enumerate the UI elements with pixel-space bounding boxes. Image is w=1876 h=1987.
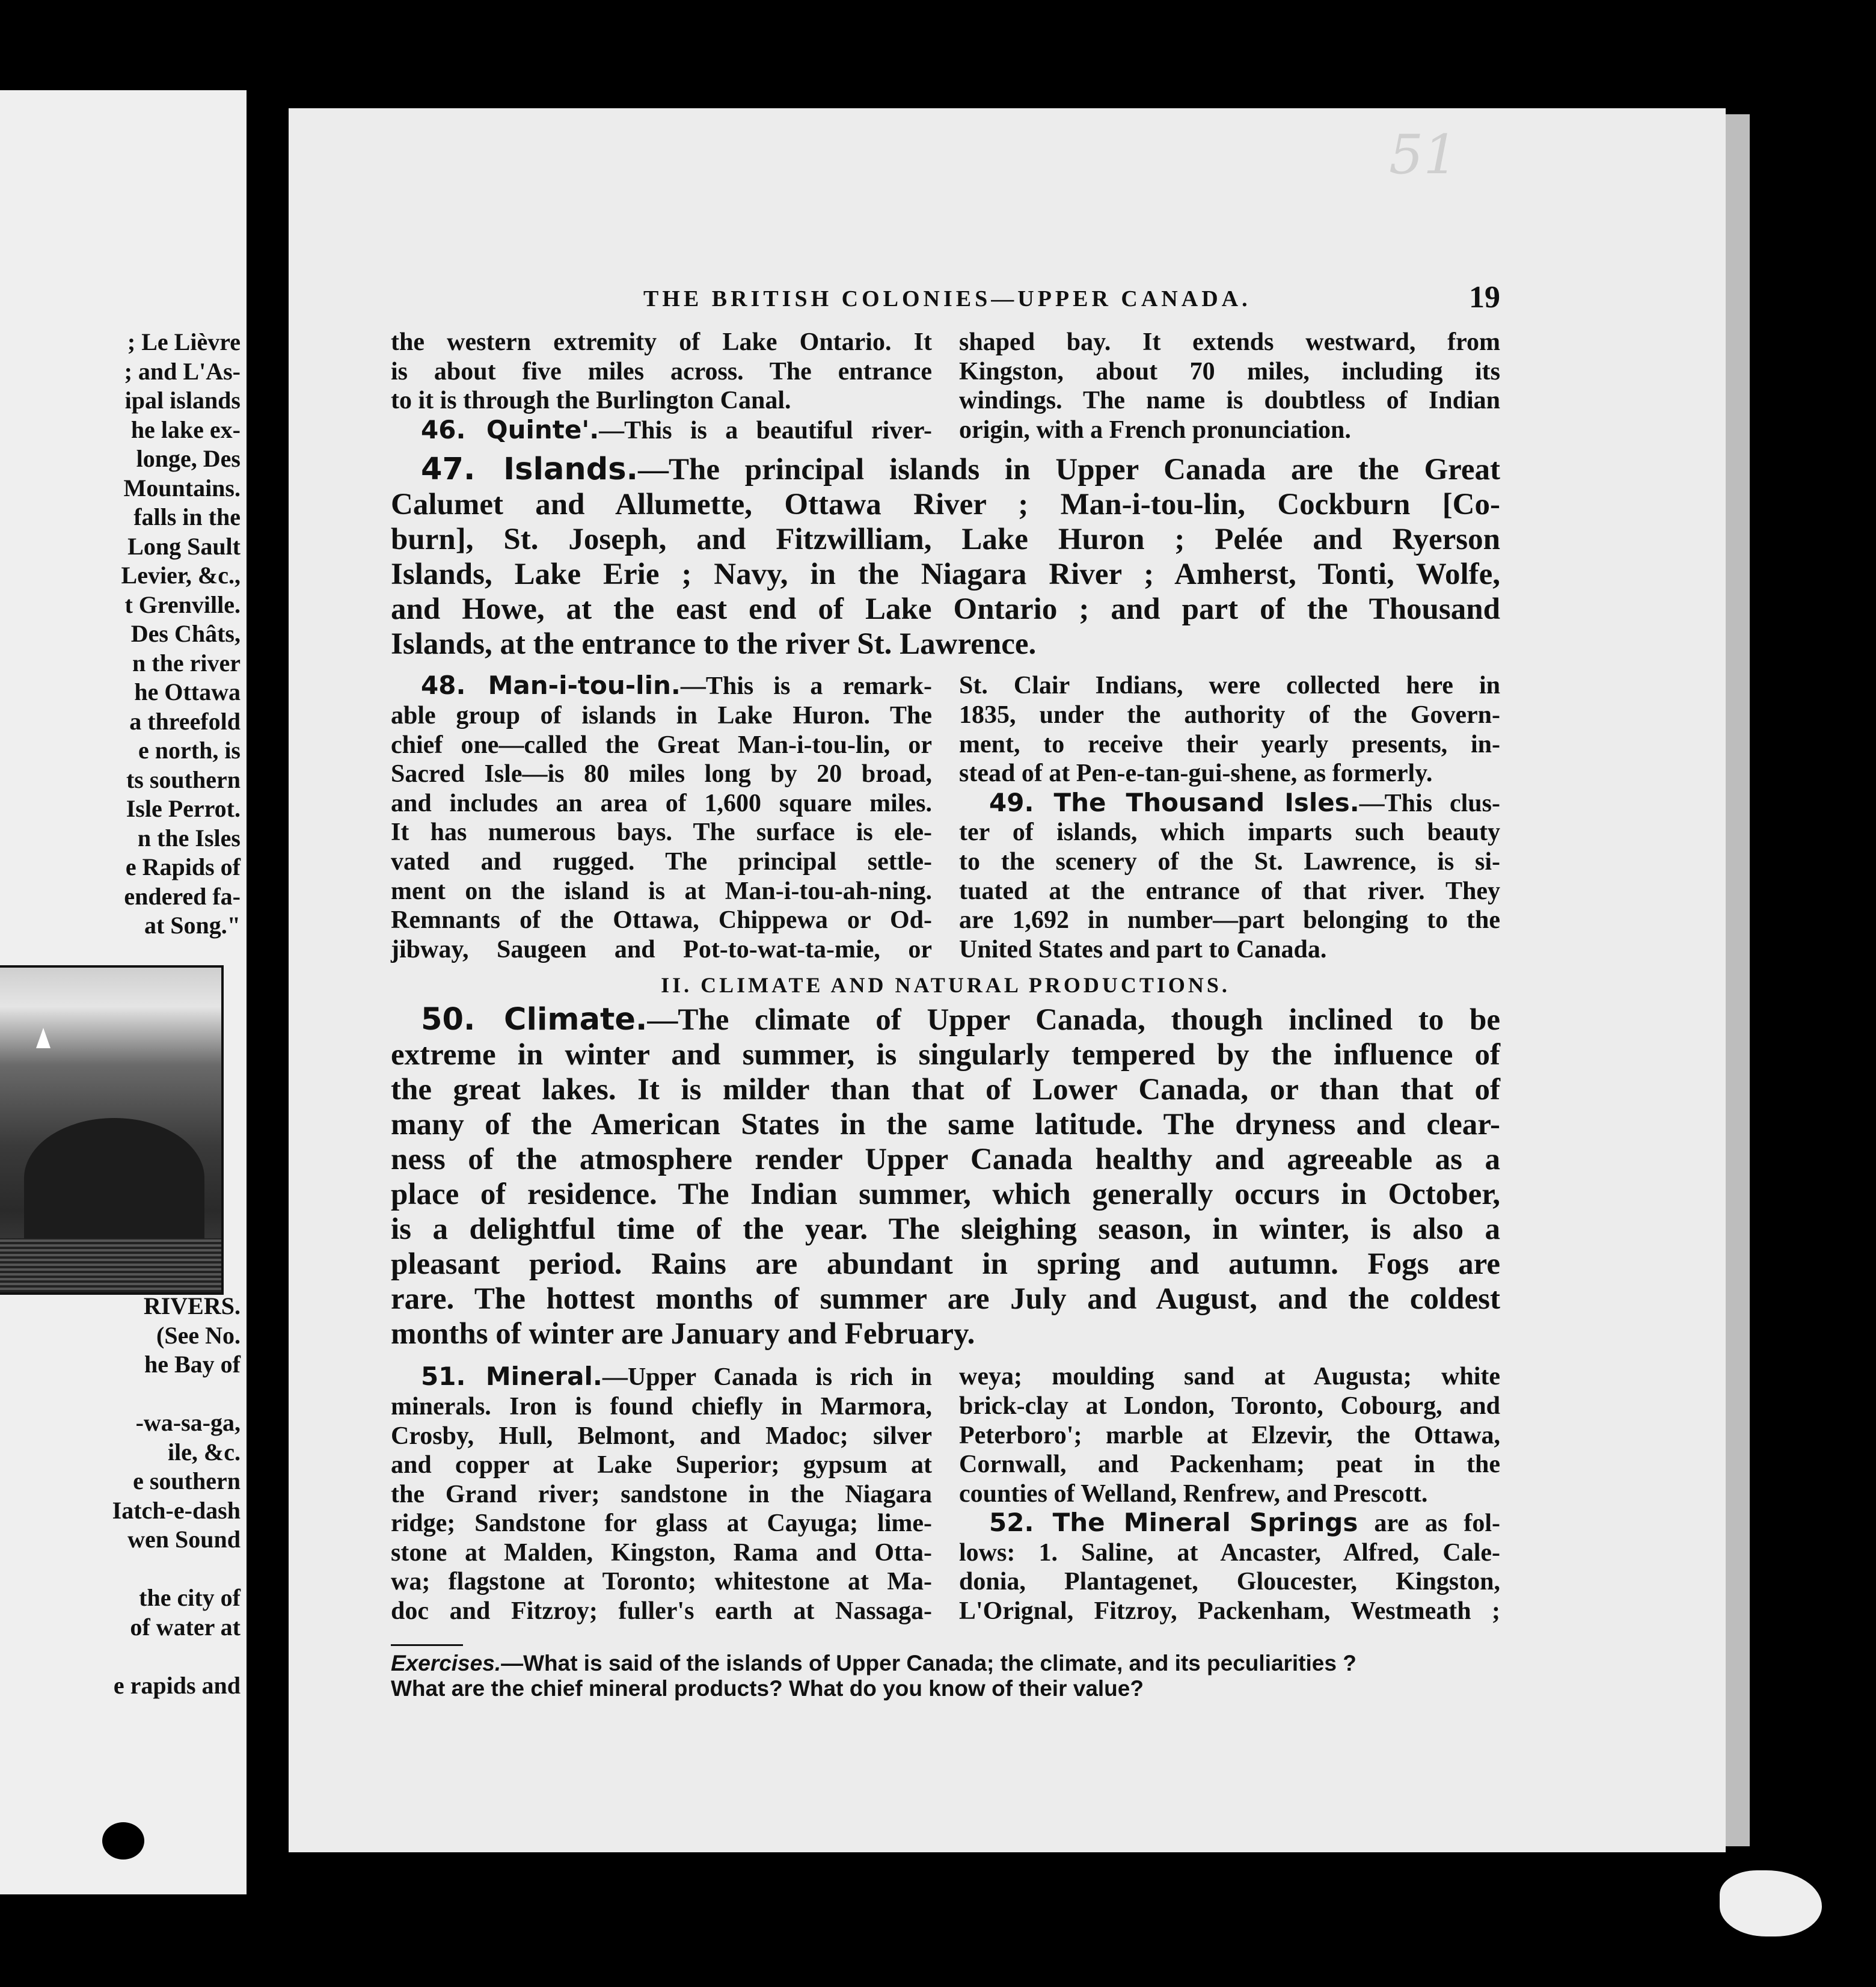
left-page-line: of water at bbox=[130, 1613, 241, 1641]
text-line: ridge; Sandstone for glass at Cayuga; lime- bbox=[391, 1509, 932, 1538]
text-line: lows: 1. Saline, at Ancaster, Alfred, Cale- bbox=[959, 1538, 1500, 1567]
text-line: burn], St. Joseph, and Fitzwilliam, Lake Huron ; Pelée and Ryerson bbox=[391, 523, 1500, 557]
exercises-line-1 bbox=[391, 1651, 1500, 1676]
para-52-heading: 52. The Mineral Springs bbox=[989, 1508, 1358, 1538]
para-47-first-line bbox=[391, 452, 1500, 487]
paper-fragment bbox=[1720, 1870, 1822, 1936]
text-line: stead of at Pen-e-tan-gui-shene, as formerly. bbox=[959, 760, 1433, 788]
text-line: and includes an area of 1,600 square miles. bbox=[391, 789, 932, 817]
text-span: —This is a beautiful river- bbox=[599, 416, 932, 444]
text-line: Cornwall, and Packenham; peat in the bbox=[959, 1451, 1500, 1479]
left-page-line: falls in the bbox=[133, 503, 241, 530]
left-page-line: e rapids and bbox=[113, 1671, 241, 1699]
exercises-label: Exercises. bbox=[391, 1650, 501, 1675]
para-51-52-right bbox=[959, 1362, 1500, 1626]
text-line: It has numerous bays. The surface is ele- bbox=[391, 818, 932, 847]
left-page-line: ile, &c. bbox=[167, 1438, 241, 1466]
text-line: rare. The hottest months of summer are July and August, and the coldest bbox=[391, 1282, 1500, 1316]
text-line: vated and rugged. The principal settle- bbox=[391, 847, 932, 876]
left-page-line: -wa-sa-ga, bbox=[135, 1409, 241, 1436]
text-line: Calumet and Allumette, Ottawa River ; Man-i-tou-lin, Cockburn [Co- bbox=[391, 488, 1500, 522]
left-page-line: ; Le Lièvre bbox=[127, 328, 241, 355]
left-page-line: he Ottawa bbox=[134, 678, 241, 705]
text-line: Kingston, about 70 miles, including its bbox=[959, 357, 1500, 385]
text-line: brick-clay at London, Toronto, Cobourg, and bbox=[959, 1392, 1500, 1420]
left-page-line: ipal islands bbox=[124, 387, 241, 414]
exercises bbox=[391, 1651, 1500, 1701]
left-page-text-top bbox=[0, 328, 241, 941]
left-page-line: Mountains. bbox=[123, 474, 241, 502]
para-52-heading-line bbox=[959, 1508, 1500, 1538]
para-50-first-line bbox=[391, 1003, 1500, 1037]
left-page-line: e Rapids of bbox=[125, 853, 241, 880]
para-50-heading: 50. Climate. bbox=[421, 1002, 648, 1038]
left-page-line: longe, Des bbox=[136, 445, 241, 472]
left-page-line: Levier, &c., bbox=[121, 562, 241, 589]
water-illustration bbox=[0, 1238, 221, 1292]
para-48-heading: 48. Man-i-tou-lin. bbox=[421, 671, 681, 701]
left-page-line: e north, is bbox=[138, 737, 241, 764]
left-facing-page bbox=[0, 90, 247, 1894]
para-48-left bbox=[391, 671, 932, 964]
para-48-49-right bbox=[959, 671, 1500, 964]
text-line: tuated at the entrance of that river. They bbox=[959, 877, 1500, 905]
left-page-line: he Bay of bbox=[144, 1351, 241, 1378]
para-51-heading: 51. Mineral. bbox=[421, 1362, 602, 1392]
para-51-left bbox=[391, 1362, 932, 1626]
text-line: doc and Fitzroy; fuller's earth at Nassaga- bbox=[391, 1597, 932, 1626]
text-span: —The principal islands in Upper Canada are the Great bbox=[637, 453, 1500, 487]
text-line: stone at Malden, Kingston, Rama and Otta- bbox=[391, 1538, 932, 1567]
text-line: Sacred Isle—is 80 miles long by 20 broad, bbox=[391, 760, 932, 788]
text-line: Crosby, Hull, Belmont, and Madoc; silver bbox=[391, 1422, 932, 1450]
text-line: to the scenery of the St. Lawrence, is si- bbox=[959, 847, 1500, 876]
left-page-line: n the Isles bbox=[137, 824, 241, 852]
text-line: is about five miles across. The entrance bbox=[391, 357, 932, 385]
text-span: —This is a remark- bbox=[680, 672, 932, 701]
text-line: pleasant period. Rains are abundant in spring and autumn. Fogs are bbox=[391, 1247, 1500, 1282]
left-page-line: wen Sound bbox=[127, 1526, 241, 1553]
left-page-line: endered fa- bbox=[124, 882, 241, 910]
text-line: ment, to receive their yearly presents, in- bbox=[959, 730, 1500, 758]
text-line: extreme in winter and summer, is singularly tempered by the influence of bbox=[391, 1038, 1500, 1072]
left-page-line: a threefold bbox=[129, 707, 241, 735]
page-content bbox=[391, 280, 1500, 1701]
binding-hole bbox=[102, 1822, 144, 1860]
text-line: St. Clair Indians, were collected here in bbox=[959, 672, 1500, 700]
left-page-line: Long Sault bbox=[127, 532, 241, 560]
para-47 bbox=[391, 452, 1500, 662]
left-page-line: RIVERS. bbox=[143, 1292, 241, 1319]
text-line: chief one—called the Great Man-i-tou-lin, or bbox=[391, 731, 932, 759]
left-page-engraving bbox=[0, 965, 224, 1295]
para-46-heading: 46. Quinte'. bbox=[421, 414, 599, 444]
left-page-line: ts southern bbox=[126, 766, 241, 793]
left-page-line: at Song." bbox=[144, 912, 241, 939]
text-span: are as fol- bbox=[1358, 1509, 1501, 1538]
para-46-right bbox=[959, 328, 1500, 445]
text-line: counties of Welland, Renfrew, and Prescott. bbox=[959, 1479, 1428, 1508]
section-title: II. CLIMATE AND NATURAL PRODUCTIONS. bbox=[661, 973, 1230, 998]
para-51-52 bbox=[391, 1362, 1500, 1626]
text-span: —What is said of the islands of Upper Canada; the climate, and its peculiarities ? bbox=[501, 1650, 1356, 1675]
text-line: able group of islands in Lake Huron. The bbox=[391, 701, 932, 729]
text-line: the great lakes. It is milder than that of Lower Canada, or than that of bbox=[391, 1073, 1500, 1107]
left-page-line: Iatch-e-dash bbox=[112, 1496, 241, 1524]
text-line: weya; moulding sand at Augusta; white bbox=[959, 1363, 1500, 1391]
text-line: the western extremity of Lake Ontario. It bbox=[391, 328, 932, 356]
para-49-heading-line bbox=[959, 788, 1500, 818]
text-line: shaped bay. It extends westward, from bbox=[959, 328, 1500, 356]
text-line: and Howe, at the east end of Lake Ontario ; and part of the Thousand bbox=[391, 592, 1500, 627]
footnote-rule bbox=[391, 1644, 463, 1646]
text-line: to it is through the Burlington Canal. bbox=[391, 387, 791, 415]
left-page-line: t Grenville. bbox=[124, 591, 241, 618]
left-page-line: (See No. bbox=[156, 1321, 241, 1349]
text-line: Peterboro'; marble at Elzevir, the Ottawa, bbox=[959, 1421, 1500, 1449]
para-47-heading: 47. Islands. bbox=[421, 452, 638, 488]
text-line: many of the American States in the same latitude. The dryness and clear- bbox=[391, 1108, 1500, 1142]
text-line: Remnants of the Ottawa, Chippewa or Od- bbox=[391, 906, 932, 935]
para-46-heading-line bbox=[391, 416, 932, 446]
exercises-line-2: What are the chief mineral products? What do you know of their value? bbox=[391, 1675, 1144, 1701]
text-line: is a delightful time of the year. The sleighing season, in winter, is also a bbox=[391, 1212, 1500, 1247]
left-page-line: n the river bbox=[132, 649, 241, 677]
left-page-line: the city of bbox=[139, 1584, 241, 1611]
text-line: jibway, Saugeen and Pot-to-wat-ta-mie, or bbox=[391, 935, 932, 963]
text-line: windings. The name is doubtless of Indian bbox=[959, 387, 1500, 415]
text-line: Islands, Lake Erie ; Navy, in the Niagara River ; Amherst, Tonti, Wolfe, bbox=[391, 557, 1500, 592]
text-line: place of residence. The Indian summer, which generally occurs in October, bbox=[391, 1178, 1500, 1212]
para-50 bbox=[391, 1003, 1500, 1351]
text-line: donia, Plantagenet, Gloucester, Kingston, bbox=[959, 1568, 1500, 1596]
para-46 bbox=[391, 328, 1500, 445]
left-page-line: Des Châts, bbox=[130, 620, 241, 647]
tree-hill-illustration bbox=[24, 1118, 204, 1238]
text-line: origin, with a French pronunciation. bbox=[959, 416, 1351, 444]
text-line: Islands, at the entrance to the river St. Lawrence. bbox=[391, 627, 1037, 662]
left-page-text-bottom bbox=[0, 1292, 241, 1700]
text-line: United States and part to Canada. bbox=[959, 935, 1327, 963]
text-line: minerals. Iron is found chiefly in Marmora, bbox=[391, 1392, 932, 1420]
text-span: —This clus- bbox=[1359, 789, 1500, 817]
page-edge-shadow bbox=[1726, 114, 1750, 1846]
sailboat-illustration bbox=[36, 1028, 51, 1048]
text-line: ness of the atmosphere render Upper Canada healthy and agreeable as a bbox=[391, 1143, 1500, 1177]
text-line: are 1,692 in number—part belonging to the bbox=[959, 906, 1500, 935]
para-48-49 bbox=[391, 671, 1500, 964]
running-header bbox=[391, 280, 1500, 328]
running-title: THE BRITISH COLONIES—UPPER CANADA. bbox=[643, 286, 1251, 312]
left-page-line bbox=[0, 1380, 241, 1409]
left-page-line bbox=[0, 1642, 241, 1671]
text-line: the Grand river; sandstone in the Niagara bbox=[391, 1480, 932, 1508]
left-page-line bbox=[0, 1555, 241, 1584]
text-line: and copper at Lake Superior; gypsum at bbox=[391, 1451, 932, 1479]
text-span: —Upper Canada is rich in bbox=[602, 1363, 932, 1392]
left-page-line: ; and L'As- bbox=[124, 357, 241, 385]
page-number: 19 bbox=[1469, 280, 1500, 315]
para-48-heading-line bbox=[391, 671, 932, 701]
text-line: ter of islands, which imparts such beauty bbox=[959, 818, 1500, 847]
pencil-mark: 51 bbox=[1389, 123, 1458, 186]
text-line: L'Orignal, Fitzroy, Packenham, Westmeath ; bbox=[959, 1597, 1500, 1626]
text-line: 1835, under the authority of the Govern- bbox=[959, 701, 1500, 729]
text-line: months of winter are January and February. bbox=[391, 1317, 975, 1351]
left-page-line: Isle Perrot. bbox=[126, 795, 241, 822]
para-49-heading: 49. The Thousand Isles. bbox=[989, 787, 1359, 817]
left-page-line: he lake ex- bbox=[130, 416, 241, 443]
left-page-line: e southern bbox=[133, 1467, 241, 1494]
text-span: —The climate of Upper Canada, though inclined to be bbox=[647, 1003, 1500, 1037]
para-46-left bbox=[391, 328, 932, 445]
para-51-heading-line bbox=[391, 1362, 932, 1392]
text-line: wa; flagstone at Toronto; whitestone at Ma- bbox=[391, 1568, 932, 1596]
text-line: ment on the island is at Man-i-tou-ah-ning. bbox=[391, 877, 932, 905]
